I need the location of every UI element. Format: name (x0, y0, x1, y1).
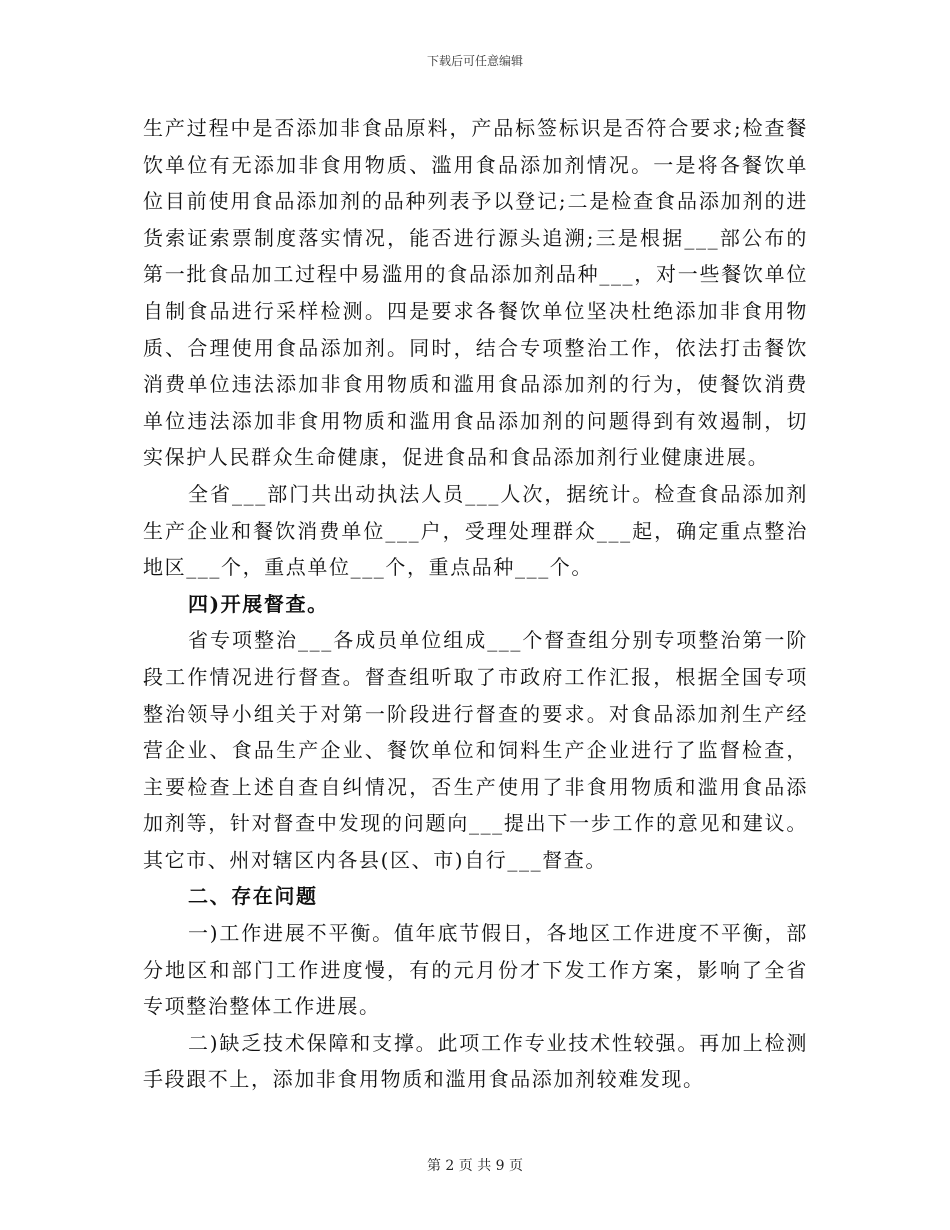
page-header: 下载后可任意编辑 (426, 54, 523, 68)
section-heading-problems: 二、存在问题 (188, 884, 318, 909)
section-heading-inspection: 四)开展督查。 (188, 591, 329, 616)
paragraph-inspection: 省专项整治___各成员单位组成___个督查组分别专项整治第一阶段工作情况进行督查。督查组听取了市政府工作汇报，根据全国专项整治领导小组关于对第一阶段进行督查的要求。对食品添加剂生产经营企业、食品生产企业、餐饮单位和饲料生产企业进行了监督检查，主要检查上述自查自纠情况，否生产使用了非食用物质和滥用食品添加剂等，针对督查中发现的问题向___提出下一步工作的意见和建议。其它市、州对辖区内各县(区、市)自行___督查。 (143, 628, 808, 872)
paragraph-continuation: 生产过程中是否添加非食品原料，产品标签标识是否符合要求;检查餐饮单位有无添加非食用物质、滥用食品添加剂情况。一是将各餐饮单位目前使用食品添加剂的品种列表予以登记;二是检查食品添加剂的进货索证索票制度落实情况，能否进行源头追溯;三是根据___部公布的第一批食品加工过程中易滥用的食品添加剂品种___，对一些餐饮单位自制食品进行采样检测。四是要求各餐饮单位坚决杜绝添加非食用物质、合理使用食品添加剂。同时，结合专项整治工作，依法打击餐饮消费单位违法添加非食用物质和滥用食品添加剂的行为，使餐饮消费单位违法添加非食用物质和滥用食品添加剂的问题得到有效遏制，切实保护人民群众生命健康，促进食品和食品添加剂行业健康进展。 (143, 116, 808, 470)
document-body (143, 110, 808, 1098)
paragraph-problem-2: 二)缺乏技术保障和支撑。此项工作专业技术性较强。再加上检测手段跟不上，添加非食用物质和滥用食品添加剂较难发现。 (143, 1030, 808, 1092)
page-number: 第 2 页 共 9 页 (426, 1158, 524, 1174)
paragraph-problem-1: 一)工作进展不平衡。值年底节假日，各地区工作进度不平衡，部分地区和部门工作进度慢，有的元月份才下发工作方案，影响了全省专项整治整体工作进展。 (143, 921, 808, 1019)
paragraph-statistics: 全省___部门共出动执法人员___人次，据统计。检查食品添加剂生产企业和餐饮消费单位___户，受理处理群众___起，确定重点整治地区___个，重点单位___个，重点品种___个。 (143, 481, 808, 580)
